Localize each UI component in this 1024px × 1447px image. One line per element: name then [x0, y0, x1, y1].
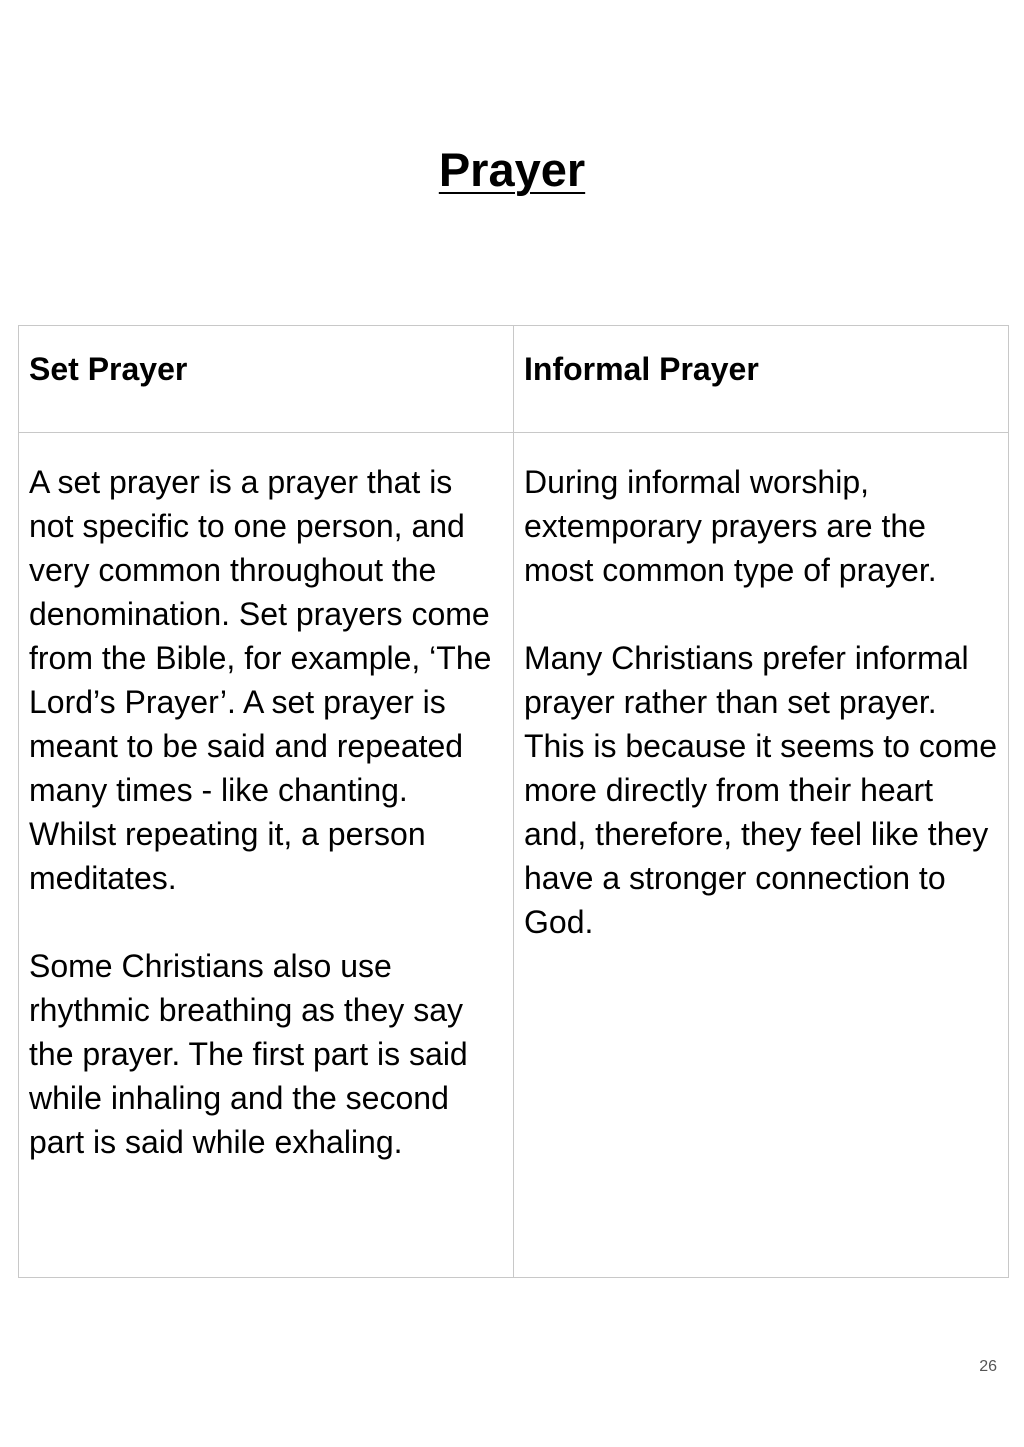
page-number: 26: [979, 1358, 997, 1375]
prayer-comparison-table: [18, 325, 1009, 1278]
informal-prayer-cell: [514, 433, 1009, 1278]
set-prayer-cell: [19, 433, 514, 1278]
set-prayer-paragraph-1: A set prayer is a prayer that is not specific to one person, and very common throughout the denomination. Set prayers come from the Bible, for example, ‘The Lord’s Prayer’. A set prayer is meant to be said and repeated many times - like chanting. Whilst repeating it, a person meditates.: [29, 464, 492, 896]
set-prayer-paragraph-2: Some Christians also use rhythmic breathing as they say the prayer. The first part is said while inhaling and the second part is said while exhaling.: [29, 948, 468, 1160]
header-informal-prayer: Informal Prayer: [514, 326, 1009, 433]
informal-prayer-paragraph-2: Many Christians prefer informal prayer rather than set prayer. This is because it seems to come more directly from their heart and, therefore, they feel like they have a stronger connection to God.: [524, 640, 998, 940]
page-title: Prayer: [438, 143, 586, 196]
table-row: [19, 433, 1009, 1278]
header-set-prayer: Set Prayer: [19, 326, 514, 433]
table-header-row: [19, 326, 1009, 433]
informal-prayer-paragraph-1: During informal worship, extemporary prayers are the most common type of prayer.: [524, 464, 937, 588]
